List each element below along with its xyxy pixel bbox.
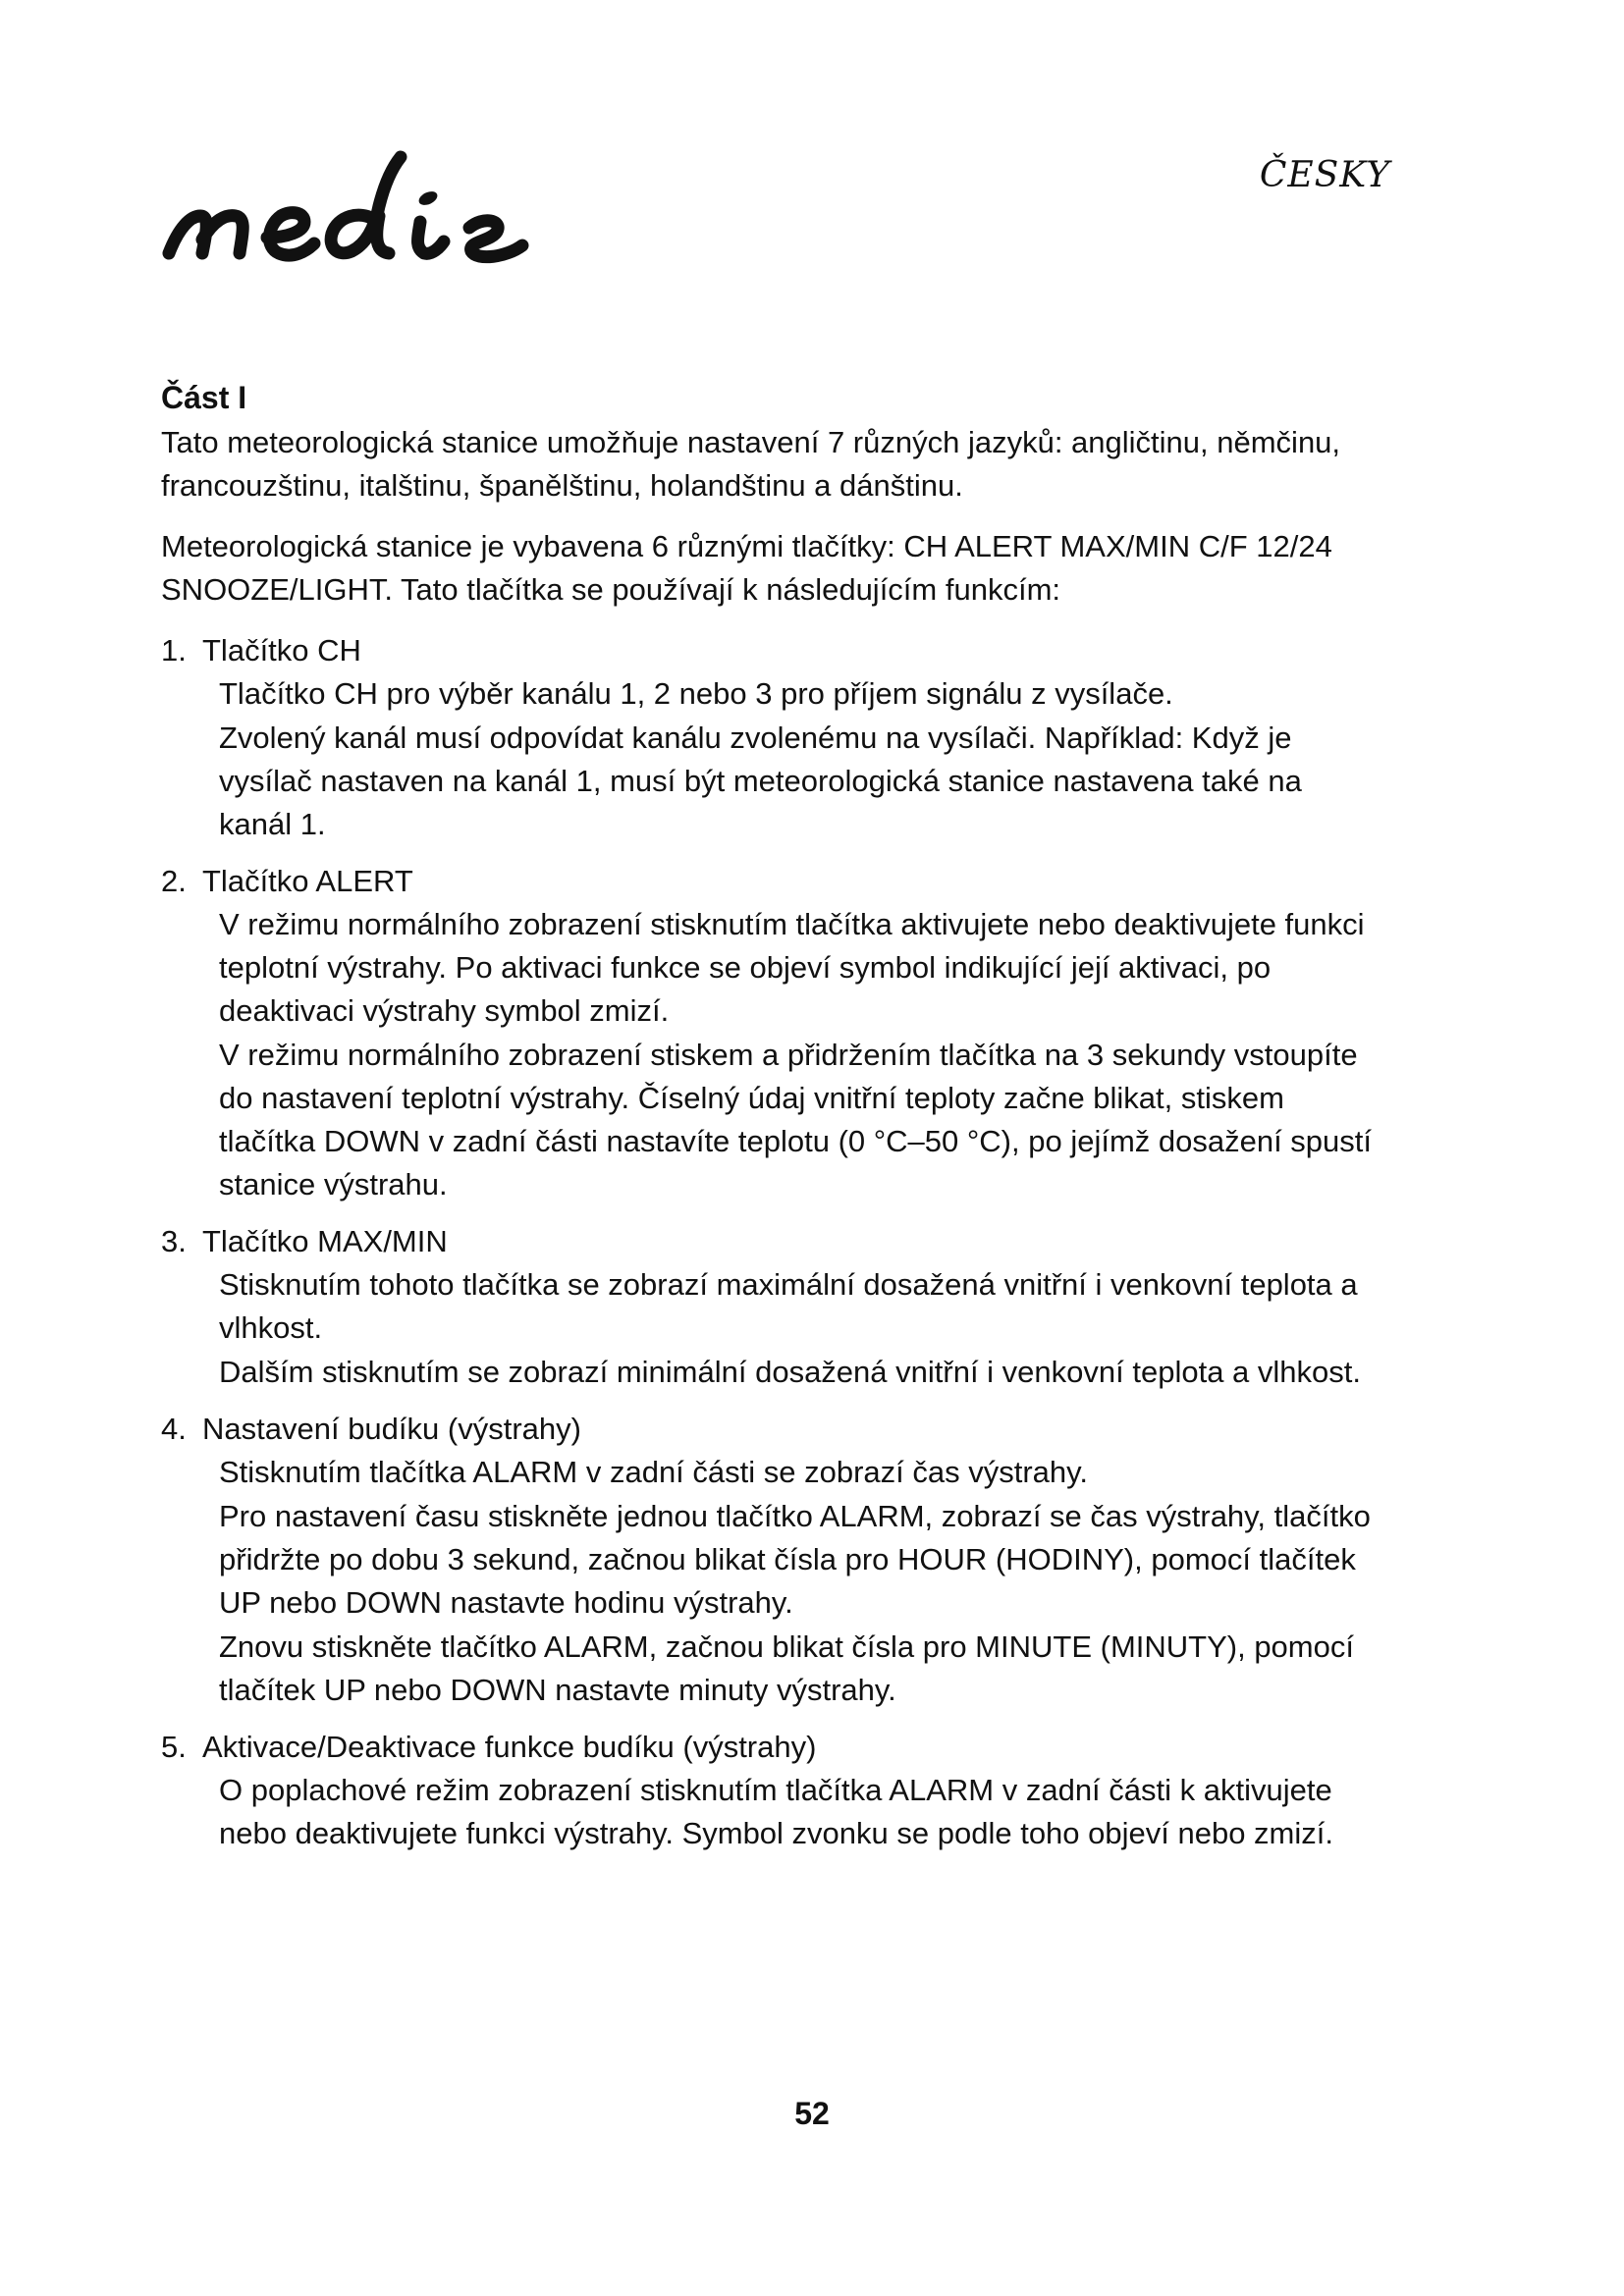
item-body	[161, 1451, 1379, 1712]
list-item	[161, 1726, 1379, 1855]
item-title: Nastavení budíku (výstrahy)	[202, 1412, 581, 1446]
item-paragraph: Pro nastavení času stiskněte jednou tlačítko ALARM, zobrazí se čas výstrahy, tlačítko přidržte po dobu 3 sekund, začnou blikat čísla pro HOUR (HODINY), pomocí tlačítek UP nebo DOWN nastavte hodinu výstrahy.	[219, 1499, 1371, 1620]
item-heading	[161, 860, 1379, 903]
item-paragraph: V režimu normálního zobrazení stisknutím tlačítka aktivujete nebo deaktivujete funkci teplotní výstrahy. Po aktivaci funkce se objeví symbol indikující její aktivaci, po deaktivaci výstrahy symbol zmizí.	[219, 907, 1365, 1028]
item-body	[161, 1769, 1379, 1855]
list-item	[161, 1220, 1379, 1394]
list-item	[161, 1408, 1379, 1712]
item-title: Tlačítko ALERT	[202, 864, 413, 898]
item-paragraph: Znovu stiskněte tlačítko ALARM, začnou blikat čísla pro MINUTE (MINUTY), pomocí tlačítek UP nebo DOWN nastavte minuty výstrahy.	[219, 1629, 1354, 1707]
item-heading	[161, 629, 1379, 672]
item-number: 3.	[161, 1224, 187, 1258]
nedis-logo	[157, 137, 609, 285]
item-body	[161, 903, 1379, 1206]
item-title: Tlačítko CH	[202, 633, 361, 667]
item-body	[161, 672, 1379, 846]
item-number: 4.	[161, 1412, 187, 1446]
instruction-list	[161, 629, 1379, 1855]
list-item	[161, 860, 1379, 1206]
item-paragraph: Stisknutím tohoto tlačítka se zobrazí maximální dosažená vnitřní i venkovní teplota a vlhkost.	[219, 1267, 1358, 1345]
list-item	[161, 629, 1379, 846]
item-body	[161, 1263, 1379, 1394]
item-paragraph: Stisknutím tlačítka ALARM v zadní části se zobrazí čas výstrahy.	[219, 1455, 1088, 1489]
item-title: Aktivace/Deaktivace funkce budíku (výstrahy)	[202, 1730, 817, 1764]
item-paragraph: Zvolený kanál musí odpovídat kanálu zvolenému na vysílači. Například: Když je vysílač nastaven na kanál 1, musí být meteorologická stanice nastavena také na kanál 1.	[219, 721, 1302, 841]
buttons-intro-paragraph: Meteorologická stanice je vybavena 6 různými tlačítky: CH ALERT MAX/MIN C/F 12/24 SNOOZE/LIGHT. Tato tlačítka se používají k následujícím funkcím:	[161, 529, 1332, 607]
item-paragraph: O poplachové režim zobrazení stisknutím tlačítka ALARM v zadní části k aktivujete nebo deaktivujete funkci výstrahy. Symbol zvonku se podle toho objeví nebo zmizí.	[219, 1773, 1333, 1850]
item-title: Tlačítko MAX/MIN	[202, 1224, 448, 1258]
main-content	[161, 376, 1379, 1869]
language-label: ČESKY	[1259, 155, 1390, 195]
item-heading	[161, 1726, 1379, 1769]
page-number: 52	[794, 2096, 830, 2131]
item-number: 2.	[161, 864, 187, 898]
item-number: 1.	[161, 633, 187, 667]
item-paragraph: V režimu normálního zobrazení stiskem a přidržením tlačítka na 3 sekundy vstoupíte do nastavení teplotní výstrahy. Číselný údaj vnitřní teploty začne blikat, stiskem tlačítka DOWN v zadní části nastavíte teplotu (0 °C–50 °C), po jejímž dosažení spustí stanice výstrahu.	[219, 1038, 1373, 1201]
section-title: Část I	[161, 380, 247, 415]
item-paragraph: Tlačítko CH pro výběr kanálu 1, 2 nebo 3 pro příjem signálu z vysílače.	[219, 676, 1173, 711]
item-heading	[161, 1408, 1379, 1451]
intro-paragraph: Tato meteorologická stanice umožňuje nastavení 7 různých jazyků: angličtinu, němčinu, francouzštinu, italštinu, španělštinu, holandštinu a dánštinu.	[161, 425, 1341, 503]
item-number: 5.	[161, 1730, 187, 1764]
item-paragraph: Dalším stisknutím se zobrazí minimální dosažená vnitřní i venkovní teplota a vlhkost.	[219, 1355, 1361, 1389]
item-heading	[161, 1220, 1379, 1263]
